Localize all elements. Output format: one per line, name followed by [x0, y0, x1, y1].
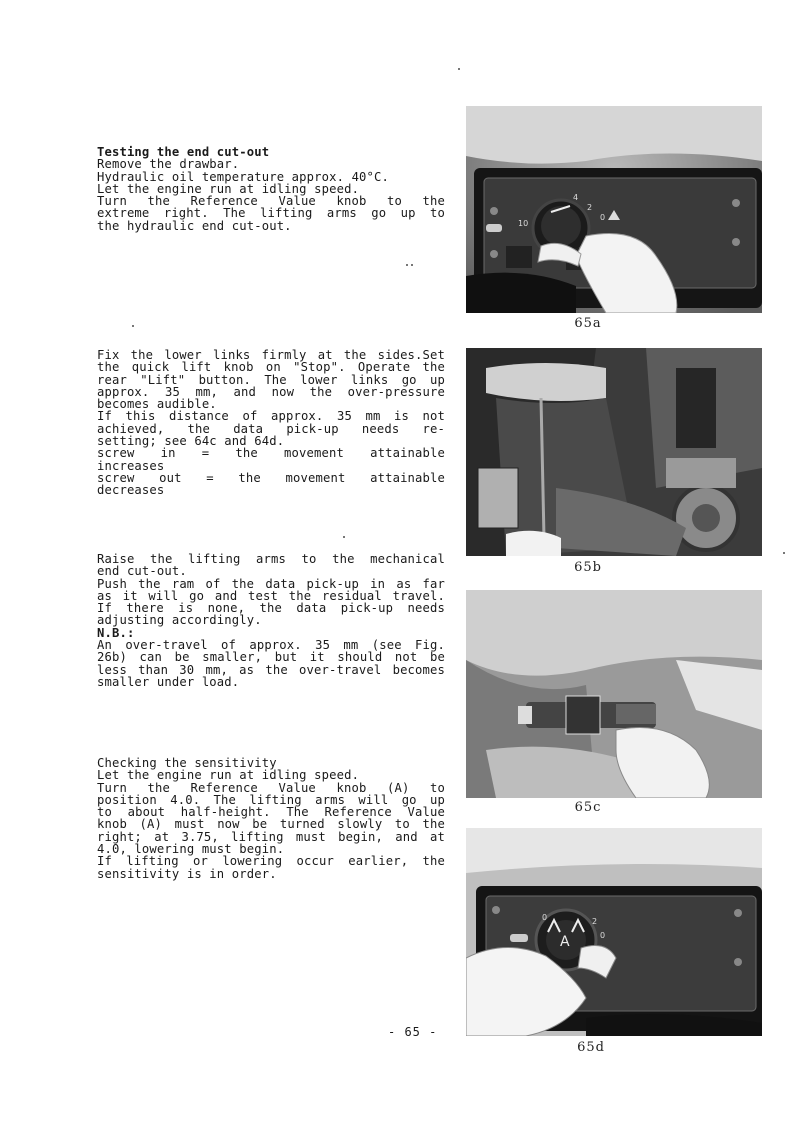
text-line: Let the engine run at idling speed.: [97, 768, 360, 783]
text-line: Turn the Reference Value knob to the: [97, 194, 445, 209]
figure-caption: 65c: [574, 800, 602, 815]
text-line: increases: [97, 458, 165, 473]
text-line: setting; see 64c and 64d.: [97, 434, 285, 449]
scan-speck: [783, 552, 785, 554]
photo-65d: [466, 828, 762, 1036]
text-line: to about half-height. The Reference Value: [97, 805, 445, 820]
figure-caption: 65b: [574, 560, 602, 575]
text-line: position 4.0. The lifting arms will go up: [97, 792, 445, 807]
text-line: Let the engine run at idling speed.: [97, 181, 360, 196]
dial-label: 2: [592, 917, 598, 926]
photo-65d-illustration: [466, 828, 762, 1036]
text-line: adjusting accordingly.: [97, 613, 262, 628]
text-line: the hydraulic end cut-out.: [97, 218, 292, 233]
text-line: Turn the Reference Value knob (A) to: [97, 780, 445, 795]
dial-label: 4: [573, 193, 579, 202]
page-number: - 65 -: [388, 1025, 438, 1039]
photo-65c: [466, 590, 762, 798]
nb-label: N.B.:: [97, 625, 135, 640]
dial-label: 0: [600, 931, 606, 940]
text-line: screw out = the movement attainable: [97, 470, 445, 485]
text-line: Hydraulic oil temperature approx. 40°C.: [97, 169, 390, 184]
text-line: Fix the lower links firmly at the sides.Set: [97, 348, 445, 362]
scan-speck: [411, 264, 413, 266]
photo-65a-illustration: [466, 106, 762, 313]
section-heading: Testing the end cut-out: [97, 145, 270, 159]
photo-65a: [466, 106, 762, 313]
dial-label: 2: [587, 203, 593, 212]
text-line: becomes audible.: [97, 397, 217, 412]
text-line: right; at 3.75, lifting must begin, and at: [97, 829, 445, 844]
text-line: smaller under load.: [97, 674, 240, 689]
text-line: Remove the drawbar.: [97, 157, 240, 172]
text-line: 4.0, lowering must begin.: [97, 842, 285, 857]
text-line: If lifting or lowering occur earlier, the: [97, 854, 445, 869]
text-line: Push the ram of the data pick-up in as far: [97, 576, 445, 591]
dial-label: 10: [518, 219, 529, 228]
section-mechanical-cutout: [97, 553, 445, 688]
text-line: end cut-out.: [97, 564, 187, 579]
text-line: less than 30 mm, as the over-travel becomes: [97, 662, 445, 677]
figure-caption: 65d: [577, 1040, 605, 1055]
photo-65b: [466, 348, 762, 556]
text-line: An over-travel of approx. 35 mm (see Fig.: [97, 638, 445, 653]
scan-speck: [343, 536, 345, 538]
text-line: as it will go and test the residual travel.: [97, 588, 445, 603]
scan-speck: [132, 325, 134, 327]
dial-label: 0: [600, 213, 606, 222]
text-line: the quick lift knob on "Stop". Operate the: [97, 360, 445, 375]
section-testing-end-cutout: [97, 146, 445, 232]
photo-65c-illustration: [466, 590, 762, 798]
figure-caption: 65a: [574, 316, 602, 331]
text-line: 26b) can be smaller, but it should not be: [97, 650, 445, 665]
section-heading: Checking the sensitivity: [97, 756, 277, 770]
text-line: sensitivity is in order.: [97, 866, 277, 881]
text-line: extreme right. The lifting arms go up to: [97, 206, 445, 221]
text-line: If there is none, the data pick-up needs: [97, 601, 445, 616]
text-line: achieved, the data pick-up needs re-: [97, 421, 445, 436]
scan-speck: [406, 264, 408, 266]
text-line: Raise the lifting arms to the mechanical: [97, 552, 445, 566]
section-lower-links: [97, 349, 445, 497]
text-line: rear "Lift" button. The lower links go up: [97, 372, 445, 387]
dial-label: 0: [542, 913, 548, 922]
knob-label: A: [560, 934, 570, 950]
scan-speck: [458, 68, 460, 70]
photo-65b-illustration: [466, 348, 762, 556]
text-line: approx. 35 mm, and now the over-pressure: [97, 384, 445, 399]
text-line: screw in = the movement attainable: [97, 446, 445, 461]
text-line: If this distance of approx. 35 mm is not: [97, 409, 445, 424]
section-checking-sensitivity: [97, 757, 445, 880]
text-line: knob (A) must now be turned slowly to the: [97, 817, 445, 832]
text-line: decreases: [97, 483, 165, 498]
